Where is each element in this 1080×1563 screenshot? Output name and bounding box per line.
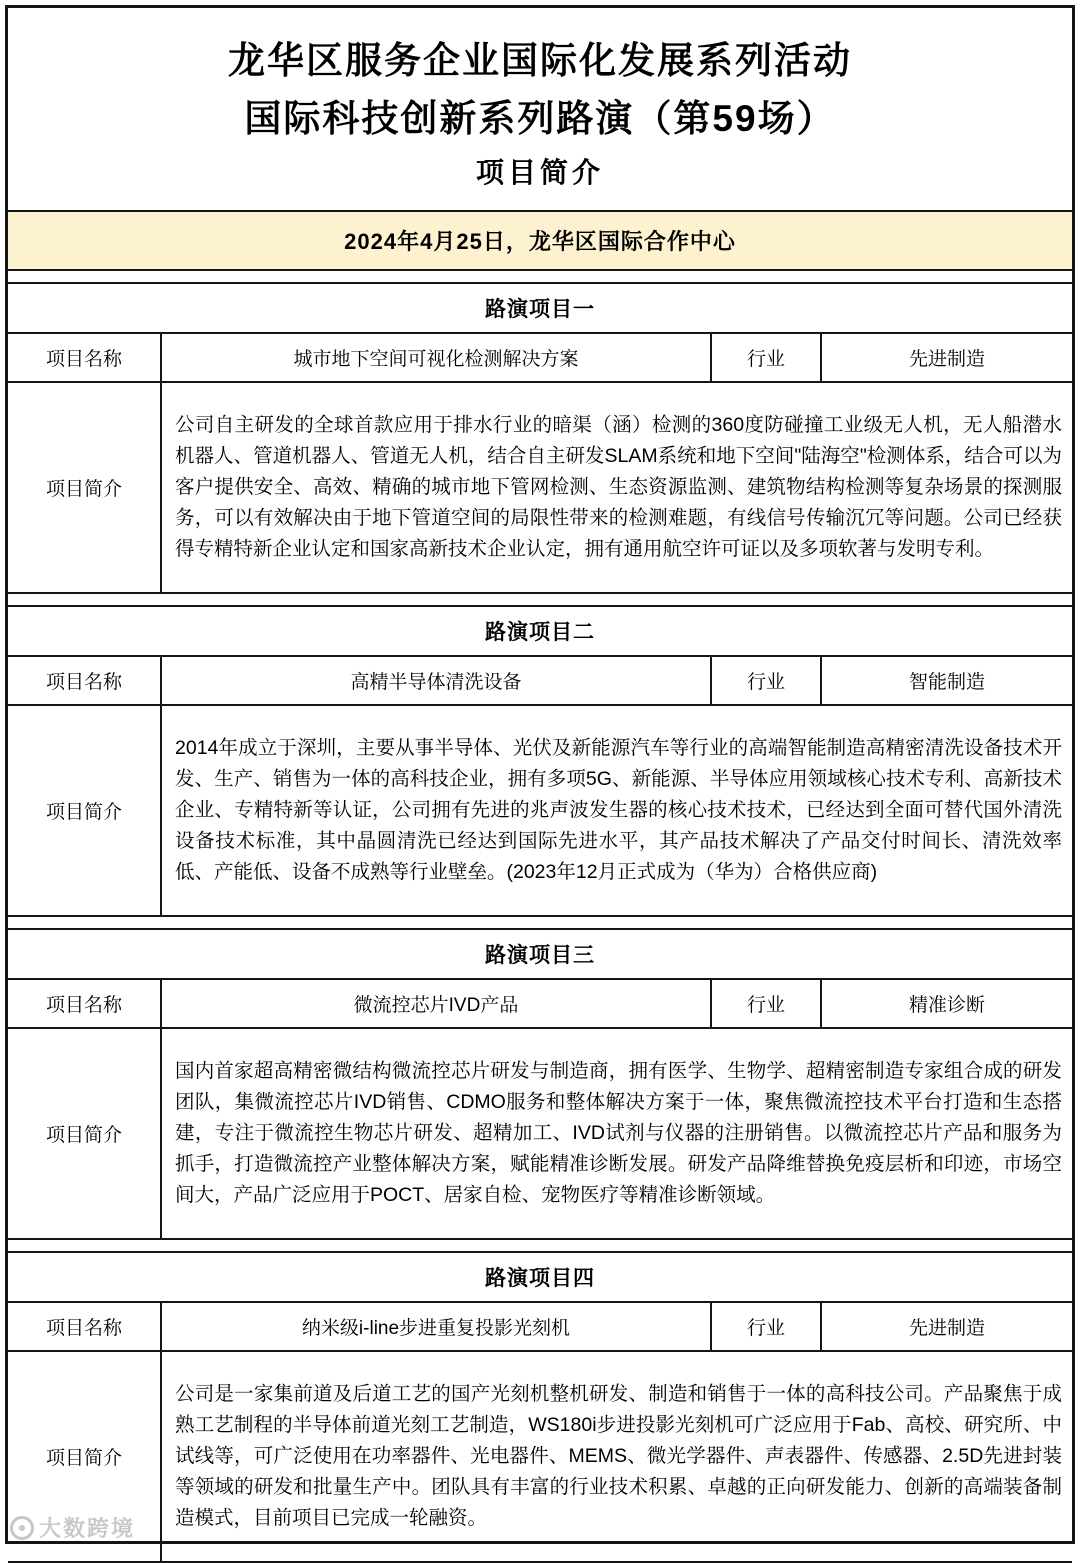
event-date-banner: 2024年4月25日，龙华区国际合作中心 bbox=[8, 210, 1072, 271]
industry-label: 行业 bbox=[710, 334, 820, 381]
project-name-row bbox=[8, 978, 1072, 1027]
roadshow-section-3 bbox=[8, 928, 1072, 1240]
industry-value: 精准诊断 bbox=[820, 980, 1072, 1027]
watermark-logo-icon bbox=[10, 1516, 34, 1540]
project-name-row bbox=[8, 332, 1072, 381]
project-intro-row bbox=[8, 704, 1072, 915]
project-intro-label: 项目简介 bbox=[45, 802, 122, 823]
section-title: 路演项目二 bbox=[485, 621, 595, 644]
industry-value: 先进制造 bbox=[820, 334, 1072, 381]
roadshow-section-4 bbox=[8, 1251, 1072, 1563]
project-name-value: 城市地下空间可视化检测解决方案 bbox=[160, 334, 710, 381]
project-intro-text: 国内首家超高精密微结构微流控芯片研发与制造商，拥有医学、生物学、超精密制造专家组合成的研发团队，集微流控芯片IVD销售、CDMO服务和整体解决方案于一体，聚焦微流控技术平台打造和生态搭建，专注于微流控生物芯片研发、超精加工、IVD试剂与仪器的注册销售。以微流控芯片产品和服务为抓手，打造微流控产业整体解决方案，赋能精准诊断发展。研发产品降维替换免疫层析和印迹，市场空间大，产品广泛应用于POCT、居家自检、宠物医疗等精准诊断领域。 bbox=[160, 1029, 1072, 1238]
section-title: 路演项目四 bbox=[485, 1267, 595, 1290]
title-line-3: 项目简介 bbox=[475, 157, 604, 188]
project-intro-label: 项目简介 bbox=[45, 1125, 122, 1146]
industry-label: 行业 bbox=[710, 657, 820, 704]
industry-label: 行业 bbox=[710, 980, 820, 1027]
project-intro-row bbox=[8, 381, 1072, 592]
title-line-1: 龙华区服务企业国际化发展系列活动 bbox=[228, 40, 852, 81]
project-name-row bbox=[8, 1301, 1072, 1350]
title-block bbox=[8, 8, 1072, 210]
roadshow-section-2 bbox=[8, 605, 1072, 917]
industry-value: 智能制造 bbox=[820, 657, 1072, 704]
roadshow-section-1 bbox=[8, 282, 1072, 594]
document-page bbox=[5, 5, 1075, 1544]
project-name-label: 项目名称 bbox=[45, 349, 122, 370]
project-name-row bbox=[8, 655, 1072, 704]
project-intro-row bbox=[8, 1027, 1072, 1238]
industry-value: 先进制造 bbox=[820, 1303, 1072, 1350]
project-intro-row bbox=[8, 1350, 1072, 1561]
project-name-label: 项目名称 bbox=[45, 1318, 122, 1339]
section-title: 路演项目一 bbox=[485, 298, 595, 321]
project-name-value: 微流控芯片IVD产品 bbox=[160, 980, 710, 1027]
project-name-value: 纳米级i-line步进重复投影光刻机 bbox=[160, 1303, 710, 1350]
title-line-2: 国际科技创新系列路演（第59场） bbox=[244, 98, 836, 139]
project-intro-text: 2014年成立于深圳，主要从事半导体、光伏及新能源汽车等行业的高端智能制造高精密清洗设备技术开发、生产、销售为一体的高科技企业，拥有多项5G、新能源、半导体应用领域核心技术专利、高新技术企业、专精特新等认证，公司拥有先进的兆声波发生器的核心技术技术，已经达到全面可替代国外清洗设备技术标准，其中晶圆清洗已经达到国际先进水平，其产品技术解决了产品交付时间长、清洗效率低、产能低、设备不成熟等行业壁垒。(2023年12月正式成为（华为）合格供应商) bbox=[160, 706, 1072, 915]
watermark-text: 大数跨境 bbox=[39, 1516, 136, 1541]
project-name-label: 项目名称 bbox=[45, 672, 122, 693]
industry-label: 行业 bbox=[710, 1303, 820, 1350]
project-name-value: 高精半导体清洗设备 bbox=[160, 657, 710, 704]
project-intro-label: 项目简介 bbox=[45, 1448, 122, 1469]
project-name-label: 项目名称 bbox=[45, 995, 122, 1016]
section-title: 路演项目三 bbox=[485, 944, 595, 967]
project-intro-text: 公司自主研发的全球首款应用于排水行业的暗渠（涵）检测的360度防碰撞工业级无人机，无人船潜水机器人、管道机器人、管道无人机，结合自主研发SLAM系统和地下空间"陆海空"检测体系，结合可以为客户提供安全、高效、精确的城市地下管网检测、生态资源监测、建筑物结构检测等复杂场景的探测服务，可以有效解决由于地下管道空间的局限性带来的检测难题，有线信号传输沉冗等问题。公司已经获得专精特新企业认定和国家高新技术企业认定，拥有通用航空许可证以及多项软著与发明专利。 bbox=[160, 383, 1072, 592]
project-intro-text: 公司是一家集前道及后道工艺的国产光刻机整机研发、制造和销售于一体的高科技公司。产品聚焦于成熟工艺制程的半导体前道光刻工艺制造，WS180i步进投影光刻机可广泛应用于Fab、高校、研究所、中试线等，可广泛使用在功率器件、光电器件、MEMS、微光学器件、声表器件、传感器、2.5D先进封装等领域的研发和批量生产中。团队具有丰富的行业技术积累、卓越的正向研发能力、创新的高端装备制造模式，目前项目已完成一轮融资。 bbox=[160, 1352, 1072, 1561]
project-intro-label: 项目简介 bbox=[45, 479, 122, 500]
watermark bbox=[10, 1512, 135, 1543]
